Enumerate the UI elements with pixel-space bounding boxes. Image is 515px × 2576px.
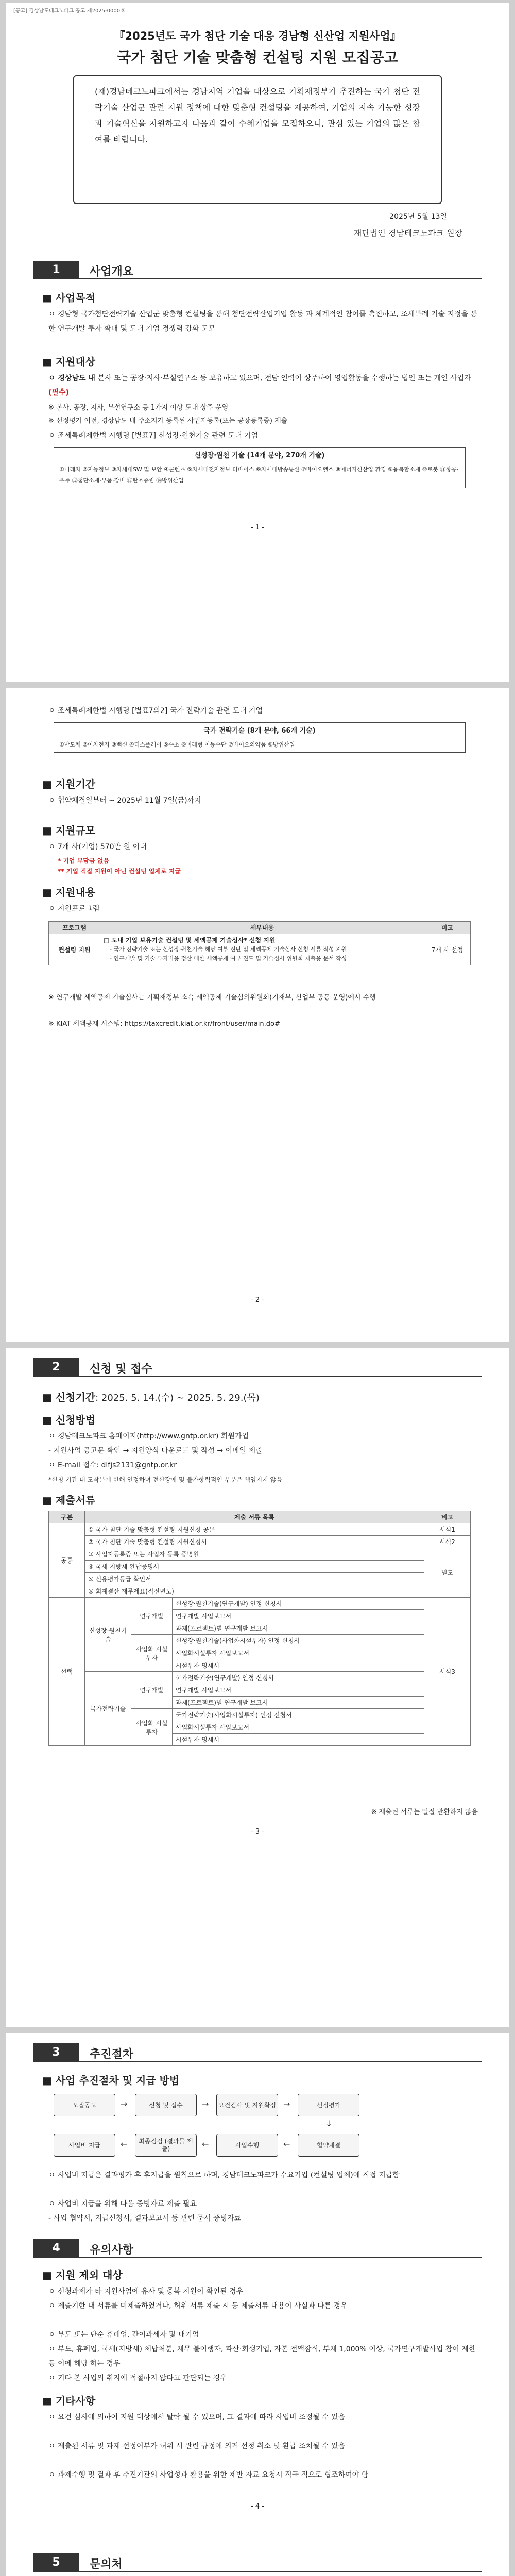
program-detail-2: - 국가 전략기술 또는 신성장·원천기술 해당 여부 진단 및 세액공제 기술심사 신청 서류 작성 지원 [110, 946, 347, 953]
scale-heading: ■ 지원규모 [42, 824, 96, 837]
exclusion-4: ㅇ 부도, 휴폐업, 국세(지방세) 체납처분, 채무 불이행자, 파산·회생기업, 자본 전액잠식, 부채 1,000% 이상, 국가연구개발사업 참여 제한 등 이에 해당 하는 경우 [48, 2345, 476, 2368]
page-number: - 1 - [251, 523, 264, 531]
method-email: ㅇ E-mail 접수: dlfjs2131@gntp.or.kr [48, 1461, 177, 1469]
program-detail-3: - 연구개발 및 기술 투자비용 정산 대한 세액공제 여부 진도 및 기술심사 위원회 제출용 문서 작성 [110, 955, 347, 962]
doc-subgroup: 국가전략기술 [85, 1672, 131, 1746]
page-4 [6, 2033, 509, 2576]
flow-step-1: 모집공고 [54, 2094, 115, 2116]
flow-step-6: 사업수행 [216, 2134, 278, 2157]
exclusion-5: ㅇ 기타 본 사업의 취지에 적절하지 않다고 판단되는 경우 [48, 2374, 227, 2382]
flow-step-5: 협약체결 [298, 2134, 359, 2157]
flow-step-2: 신청 및 접수 [135, 2094, 197, 2116]
scale-text: ㅇ 7개 사(기업) 570만 원 이내 [48, 843, 147, 851]
exclusion-2: ㅇ 제출기한 내 서류를 미제출하였거나, 허위 서류 제출 시 등 제출서류 내용이 사실과 다른 경우 [48, 2302, 348, 2310]
doc-type: 연구개발 [131, 1672, 173, 1709]
national-tech-list: ①반도체 ②이차전지 ③백신 ④디스플레이 ⑤수소 ⑥미래형 이동수단 ⑦바이오의약품 ⑧방위산업 [59, 741, 295, 748]
content-text: ㅇ 지원프로그램 [48, 905, 100, 913]
section-title: 유의사항 [90, 2244, 134, 2257]
target-heading: ■ 지원대상 [42, 355, 96, 368]
section-number: 1 [33, 261, 79, 279]
table-header: 구분 [49, 1511, 85, 1523]
content-heading: ■ 지원내용 [42, 886, 96, 899]
intro-box: (재)경남테크노파크에서는 경남지역 기업을 대상으로 기획재정부가 추진하는 국가 첨단 전략기술 산업군 관련 지원 정책에 대한 맞춤형 컨설팅을 제공하여, 기업의 지속 가능한 성장과 기술혁신을 지원하고자 다음과 같이 수혜기업을 모집하오니, 관심 있는 기업의 많은 참여를 바랍니다. [73, 75, 442, 204]
section-underline [79, 2553, 482, 2572]
flow-text-2: ㅇ 사업비 지급을 위해 다음 증빙자료 제출 필요 [48, 2200, 197, 2208]
table-header: 제출 서류 목록 [85, 1511, 424, 1523]
flow-heading: ■ 사업 추진절차 및 지급 방법 [42, 2074, 180, 2087]
section-underline [79, 2043, 482, 2062]
doc-item: 사업화시설투자 사업보고서 [173, 1721, 424, 1734]
arrow-right-icon: → [283, 2099, 290, 2109]
table-header: 비고 [424, 922, 471, 934]
page-1 [6, 3, 509, 682]
national-tech-title: 국가 전략기술 (8개 분야, 66개 기술) [54, 723, 465, 737]
program-detail-1: □ 도내 기업 보유기술 컨설팅 및 세액공제 기술심사* 신청 지원 [104, 937, 276, 944]
method-1: ㅇ 경남테크노파크 홈페이지(http://www.gntp.or.kr) 회원가입 [48, 1432, 249, 1440]
section-number: 3 [33, 2043, 79, 2062]
exclusion-1: ㅇ 신청과제가 타 지원사업에 유사 및 중복 지원이 확인된 경우 [48, 2287, 244, 2296]
arrow-right-icon: → [121, 2099, 128, 2109]
page-2 [6, 688, 509, 1342]
row-common: 공통 [49, 1523, 85, 1598]
doc-note: 서식3 [424, 1598, 471, 1746]
flow-step-8: 사업비 지급 [54, 2134, 115, 2157]
method-heading: ■ 신청방법 [42, 1414, 96, 1426]
target-note-1: ※ 본사, 공장, 지사, 부설연구소 등 1가지 이상 도내 상주 운영 [48, 404, 229, 412]
target-note-2: ※ 선정평가 이전, 경상남도 내 주소지가 등록된 사업자등록(또는 공장등록증) 제출 [48, 417, 288, 425]
doc-item: 국가전략기술(사업화시설투자) 인정 신청서 [173, 1709, 424, 1721]
doc-item: 국가전략기술(연구개발) 인정 신청서 [173, 1672, 424, 1684]
flow-step-4: 선정평가 [298, 2094, 359, 2116]
growth-tech-box [54, 447, 466, 488]
etc-2: ㅇ 제출된 서류 및 과제 선정여부가 허위 시 관련 규정에 의거 선정 취소 및 환급 조치될 수 있음 [48, 2442, 346, 2450]
section-title: 사업개요 [90, 265, 134, 278]
national-tech-text: ㅇ 조세특례제한법 시행령 [별표7의2] 국가 전략기술 관련 도내 기업 [48, 707, 263, 715]
section-title: 추진절차 [90, 2048, 134, 2061]
doc-item: ③ 사업자등록증 또는 사업자 등록 증명원 [85, 1548, 424, 1561]
doc-note: 서식1 [424, 1523, 471, 1536]
section-underline [79, 2239, 482, 2258]
table-header: 세부내용 [100, 922, 424, 934]
section-underline [79, 261, 482, 279]
signer: 재단법인 경남테크노파크 원장 [353, 228, 462, 238]
growth-tech-title: 신성장·원천 기술 (14개 분야, 270개 기술) [54, 448, 465, 462]
arrow-left-icon: ← [121, 2139, 128, 2149]
doc-item: ⑤ 신용평가등급 확인서 [85, 1573, 424, 1585]
section-title: 문의처 [90, 2558, 123, 2571]
doc-subgroup: 신성장·원천기술 [85, 1598, 131, 1672]
page-3 [6, 1348, 509, 2027]
announce-date: 2025년 5월 13일 [389, 213, 447, 221]
title-top: 『2025년도 국가 첨단 기술 대응 경남형 신산업 지원사업』 [114, 30, 401, 42]
page-number: - 3 - [251, 1828, 264, 1836]
program-detail [100, 934, 424, 965]
doc-type: 사업화 시설투자 [131, 1709, 173, 1746]
notice-number: [공고] 경상남도테크노파크 공고 제2025-0000호 [13, 8, 125, 14]
doc-item: ⑥ 회계결산 재무제표(직전년도) [85, 1585, 424, 1598]
section-1-header [33, 261, 482, 279]
section-5-header [33, 2553, 482, 2572]
exclusion-3: ㅇ 부도 또는 단순 휴폐업, 간이과세자 및 대기업 [48, 2331, 199, 2339]
section-number: 5 [33, 2553, 79, 2572]
doc-item: 신성장·원천기술(연구개발) 인정 신청서 [173, 1598, 424, 1610]
growth-tech-list: ①미래차 ②지능정보 ③차세대SW 및 보안 ④콘텐츠 ⑤차세대전자정보 디바이스 ⑥차세대방송통신 ⑦바이오헬스 ⑧에너지신산업 환경 ⑨융복합소재 ⑩로봇 ⑪항공·우주 ⑫첨단소재·부품·장비 ⑬탄소중립 ⑭방위산업 [59, 466, 458, 484]
docs-table [48, 1511, 471, 1746]
target-tech: ㅇ 조세특례제한법 시행령 [별표7] 신성장·원천기술 관련 도내 기업 [48, 432, 259, 440]
doc-item: 과제(프로젝트)별 연구개발 보고서 [173, 1622, 424, 1635]
flow-step-3: 요건검사 및 지원확정 [216, 2094, 278, 2116]
program-table [48, 921, 471, 965]
page-number: - 4 - [251, 2503, 264, 2511]
flow-text-3: - 사업 협약서, 지급신청서, 결과보고서 등 관련 문서 증빙자료 [48, 2214, 242, 2223]
method-note: *신청 기간 내 도착분에 한해 인정하며 전산장애 및 불가항력적인 부분은 책임지지 않음 [48, 1476, 282, 1483]
purpose-heading: ■ 사업목적 [42, 292, 96, 304]
program-note: 7개 사 선정 [424, 934, 471, 965]
page-number: - 2 - [251, 1296, 264, 1304]
table-header: 프로그램 [49, 922, 100, 934]
etc-heading: ■ 기타사항 [42, 2395, 96, 2407]
arrow-down-icon: ↓ [325, 2119, 333, 2128]
doc-note: 별도 [424, 1548, 471, 1598]
section-2-header [33, 1358, 482, 1377]
tax-note-1: ※ 연구개발 세액공제 기술심사는 기획재정부 소속 세액공제 기술심의위원회(기재부, 산업부 공동 운영)에서 수행 [48, 994, 376, 1002]
doc-item: ④ 국세 지방세 완납증명서 [85, 1561, 424, 1573]
purpose-text: ㅇ 경남형 국가첨단전략기술 산업군 맞춤형 컨설팅을 통해 첨단전략산업기업 활동 과 체계적인 참여를 촉진하고, 조세특례 기술 지정을 통한 연구개발 투자 확대 및 도내 기업 경쟁력 강화 도모 [48, 310, 477, 333]
period-text: ㅇ 협약체결일부터 ~ 2025년 11월 7일(금)까지 [48, 796, 201, 805]
national-tech-box [54, 722, 466, 753]
doc-type: 연구개발 [131, 1598, 173, 1635]
doc-item: 시설투자 명세서 [173, 1659, 424, 1672]
etc-1: ㅇ 요건 심사에 의하여 지원 대상에서 탈락 될 수 있으며, 그 결과에 따라 사업비 조정될 수 있음 [48, 2413, 346, 2421]
tax-note-2: ※ KIAT 세액공제 시스템: https://taxcredit.kiat.or.kr/front/user/main.do# [48, 1020, 280, 1028]
period-heading: ■ 지원기간 [42, 778, 96, 790]
page-title: 국가 첨단 기술 맞춤형 컨설팅 지원 모집공고 [117, 49, 398, 66]
doc-type: 사업화 시설투자 [131, 1635, 173, 1672]
etc-3: ㅇ 과제수행 및 결과 후 추진기관의 사업성과 활용을 위한 제반 자료 요청시 적극 적으로 협조하여야 함 [48, 2471, 369, 2479]
section-number: 4 [33, 2239, 79, 2258]
section-number: 2 [33, 1358, 79, 1377]
arrow-right-icon: → [202, 2099, 209, 2109]
table-header: 비고 [424, 1511, 471, 1523]
scale-note-1: * 기업 부담금 없음 [58, 857, 109, 865]
method-2: - 지원사업 공고문 확인 → 지원양식 다운로드 및 작성 → 이메일 제출 [48, 1447, 263, 1455]
scale-note-2: ** 기업 직접 지원이 아닌 컨설팅 업체로 지급 [58, 868, 181, 875]
arrow-left-icon: ← [202, 2139, 209, 2149]
arrow-left-icon: ← [283, 2139, 290, 2149]
doc-item: 사업화시설투자 사업보고서 [173, 1647, 424, 1659]
section-4-header [33, 2239, 482, 2258]
doc-item: 연구개발 사업보고서 [173, 1610, 424, 1622]
flow-step-7: 최종점검 (결과물 제출) [135, 2134, 197, 2157]
docs-heading: ■ 제출서류 [42, 1494, 96, 1506]
apply-period: ■ 신청기간: 2025. 5. 14.(수) ~ 2025. 5. 29.(목) [42, 1391, 260, 1403]
doc-item: 신성장·원천기술(사업화시설투자) 인정 신청서 [173, 1635, 424, 1647]
doc-item: 연구개발 사업보고서 [173, 1684, 424, 1697]
section-3-header [33, 2043, 482, 2062]
docs-note: ※ 제출된 서류는 일절 반환하지 않음 [371, 1808, 478, 1816]
doc-item: ② 국가 첨단 기술 맞춤형 컨설팅 지원신청서 [85, 1536, 424, 1548]
program-name: 컨설팅 지원 [49, 934, 100, 965]
doc-item: 과제(프로젝트)별 연구개발 보고서 [173, 1697, 424, 1709]
flow-text-1: ㅇ 사업비 지급은 결과평가 후 후지급을 원칙으로 하며, 경남테크노파크가 수요기업 (컨설팅 업체)에 직접 지급함 [48, 2171, 400, 2179]
target-text: ㅇ 경상남도 내 본사 또는 공장·지사·부설연구소 등 보유하고 있으며, 전담 인력이 상주하여 영업활동을 수행하는 법인 또는 개인 사업자(필수) [48, 374, 471, 397]
row-select: 선택 [49, 1598, 85, 1746]
section-title: 신청 및 접수 [90, 1363, 152, 1376]
doc-item: 시설투자 명세서 [173, 1734, 424, 1746]
exclusion-heading: ■ 지원 제외 대상 [42, 2269, 123, 2281]
doc-note: 서식2 [424, 1536, 471, 1548]
doc-item: ① 국가 첨단 기술 맞춤형 컨설팅 지원신청 공문 [85, 1523, 424, 1536]
